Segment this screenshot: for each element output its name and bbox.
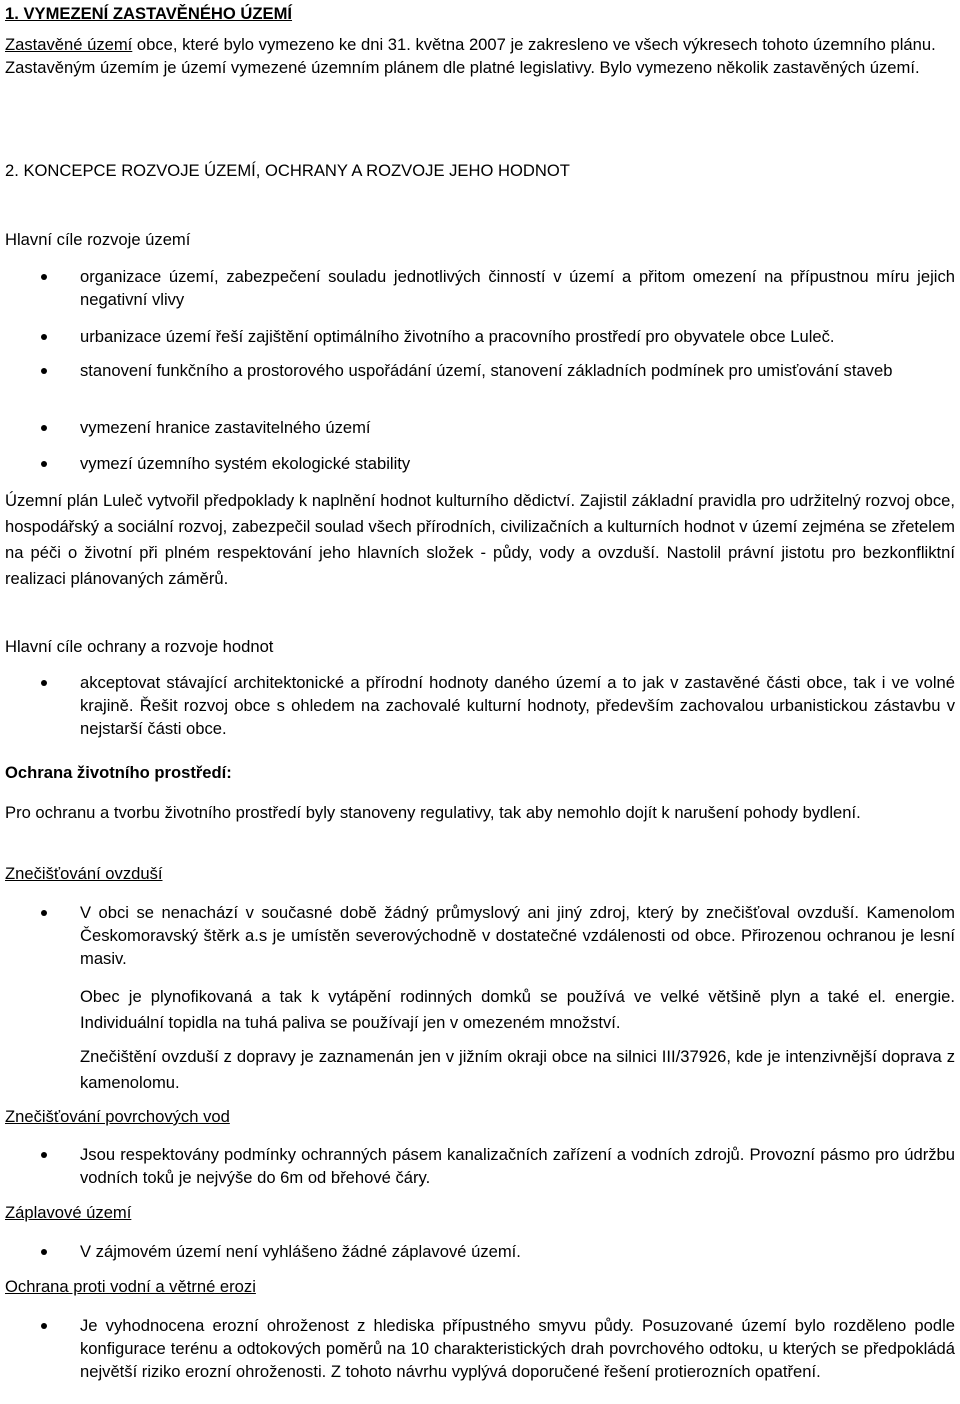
paragraph-text: Obec je plynofikovaná a tak k vytápění rodinných domků se používá ve velké většině plyn a také el. energie. Individuální topidla na tuhá paliva se používají jen v omezeném množství. <box>80 987 955 1032</box>
water-pollution-heading: Znečišťování povrchových vod <box>5 1107 230 1126</box>
list-item <box>5 452 955 475</box>
environment-heading: Ochrana životního prostředí: <box>5 763 232 782</box>
section-1-paragraph <box>5 33 955 79</box>
flood-area-heading: Záplavové území <box>5 1203 132 1222</box>
list-item-text: V obci se nenachází v současné době žádný průmyslový ani jiný zdroj, který by znečišťoval ovzduší. Kamenolom Českomoravský štěrk a.s je umístěn severovýchodně v dostatečné vzdálenosti od obce. Přirozenou ochranou je lesní masiv. <box>80 903 955 968</box>
protection-goals-heading: Hlavní cíle ochrany a rozvoje hodnot <box>5 637 274 656</box>
bullet-icon <box>41 1152 47 1158</box>
list-item-text: organizace území, zabezpečení souladu jednotlivých činností v území a přitom omezení na přípustnou míru jejich negativní vlivy <box>80 267 955 309</box>
list-item <box>5 1240 955 1263</box>
list-item-text: vymezí územního systém ekologické stability <box>80 454 411 473</box>
bullet-icon <box>41 425 47 431</box>
air-paragraph-traffic <box>5 1044 955 1096</box>
bullet-icon <box>41 334 47 340</box>
list-item <box>5 325 955 348</box>
list-item-text: Je vyhodnocena erozní ohroženost z hlediska přípustného smyvu půdy. Posuzované území bylo rozděleno podle konfigurace terénu a odtokových poměrů na 10 charakteristických drah povrchového odtoku, u kterých se předpokládá největší riziko erozní ohroženosti. Z tohoto návrhu vyplývá doporučené řešení protierozních opatření. <box>80 1316 955 1381</box>
list-item <box>5 1314 955 1383</box>
erosion-heading: Ochrana proti vodní a větrné erozi <box>5 1277 256 1296</box>
territorial-plan-summary: Územní plán Luleč vytvořil předpoklady k naplnění hodnot kulturního dědictví. Zajistil základní pravidla pro udržitelný rozvoj obce, hospodářský a sociální rozvoj, zabezpečil soulad všech přírodních, civilizačních a kulturních hodnot v území zejména se zřetelem na péči o životní při plném respektování jeho hlavních složek - půdy, vody a ovzduší. Nastolil právní jistotu pro bezkonfliktní realizaci plánovaných záměrů. <box>5 491 956 588</box>
list-item <box>5 671 955 740</box>
bullet-icon <box>41 461 47 467</box>
paragraph-text: Znečištění ovzduší z dopravy je zaznamenán jen v jižním okraji obce na silnici III/37926, kde je intenzivnější doprava z kamenolomu. <box>80 1047 955 1092</box>
list-item <box>5 265 955 311</box>
list-item-text: Jsou respektovány podmínky ochranných pásem kanalizačních zařízení a vodních zdrojů. Provozní pásmo pro údržbu vodních toků je nejvýše do 6m od břehové čáry. <box>80 1145 955 1187</box>
list-item-text: urbanizace území řeší zajištění optimálního životního a pracovního prostředí pro obyvatele obce Luleč. <box>80 327 835 346</box>
list-item-text: vymezení hranice zastavitelného území <box>80 418 371 437</box>
section-1-text: obce, které bylo vymezeno ke dni 31. května 2007 je zakresleno ve všech výkresech tohoto územního plánu. Zastavěným územím je území vymezené územním plánem dle platné legislativy. Bylo vymezeno několik zastavěných území. <box>5 35 936 77</box>
bullet-icon <box>41 680 47 686</box>
list-item-text: V zájmovém území není vyhlášeno žádné záplavové území. <box>80 1242 521 1261</box>
bullet-icon <box>41 1323 47 1329</box>
list-item-text: stanovení funkčního a prostorového uspořádání území, stanovení základních podmínek pro umisťování staveb <box>80 361 893 380</box>
air-paragraph-heating <box>5 984 955 1036</box>
environment-paragraph: Pro ochranu a tvorbu životního prostředí byly stanoveny regulativy, tak aby nemohlo dojít k narušení pohody bydlení. <box>5 803 861 822</box>
bullet-icon <box>41 1249 47 1255</box>
list-item <box>5 901 955 970</box>
section-2-title: 2. KONCEPCE ROZVOJE ÚZEMÍ, OCHRANY A ROZVOJE JEHO HODNOT <box>5 161 570 180</box>
section-1-title: 1. VYMEZENÍ ZASTAVĚNÉHO ÚZEMÍ <box>5 4 293 23</box>
bullet-icon <box>41 910 47 916</box>
list-item <box>5 416 955 439</box>
list-item <box>5 359 955 382</box>
bullet-icon <box>41 274 47 280</box>
development-goals-heading: Hlavní cíle rozvoje území <box>5 230 191 249</box>
list-item-text: akceptovat stávající architektonické a přírodní hodnoty daného území a to jak v zastavěné části obce, tak i ve volné krajině. Řešit rozvoj obce s ohledem na zachovalé kulturní hodnoty, především zachovalou urbanistickou zástavbu v nejstarší části obce. <box>80 673 955 738</box>
bullet-icon <box>41 368 47 374</box>
list-item <box>5 1143 955 1189</box>
air-pollution-heading: Znečišťování ovzduší <box>5 864 163 883</box>
built-up-area-link: Zastavěné území <box>5 35 133 54</box>
